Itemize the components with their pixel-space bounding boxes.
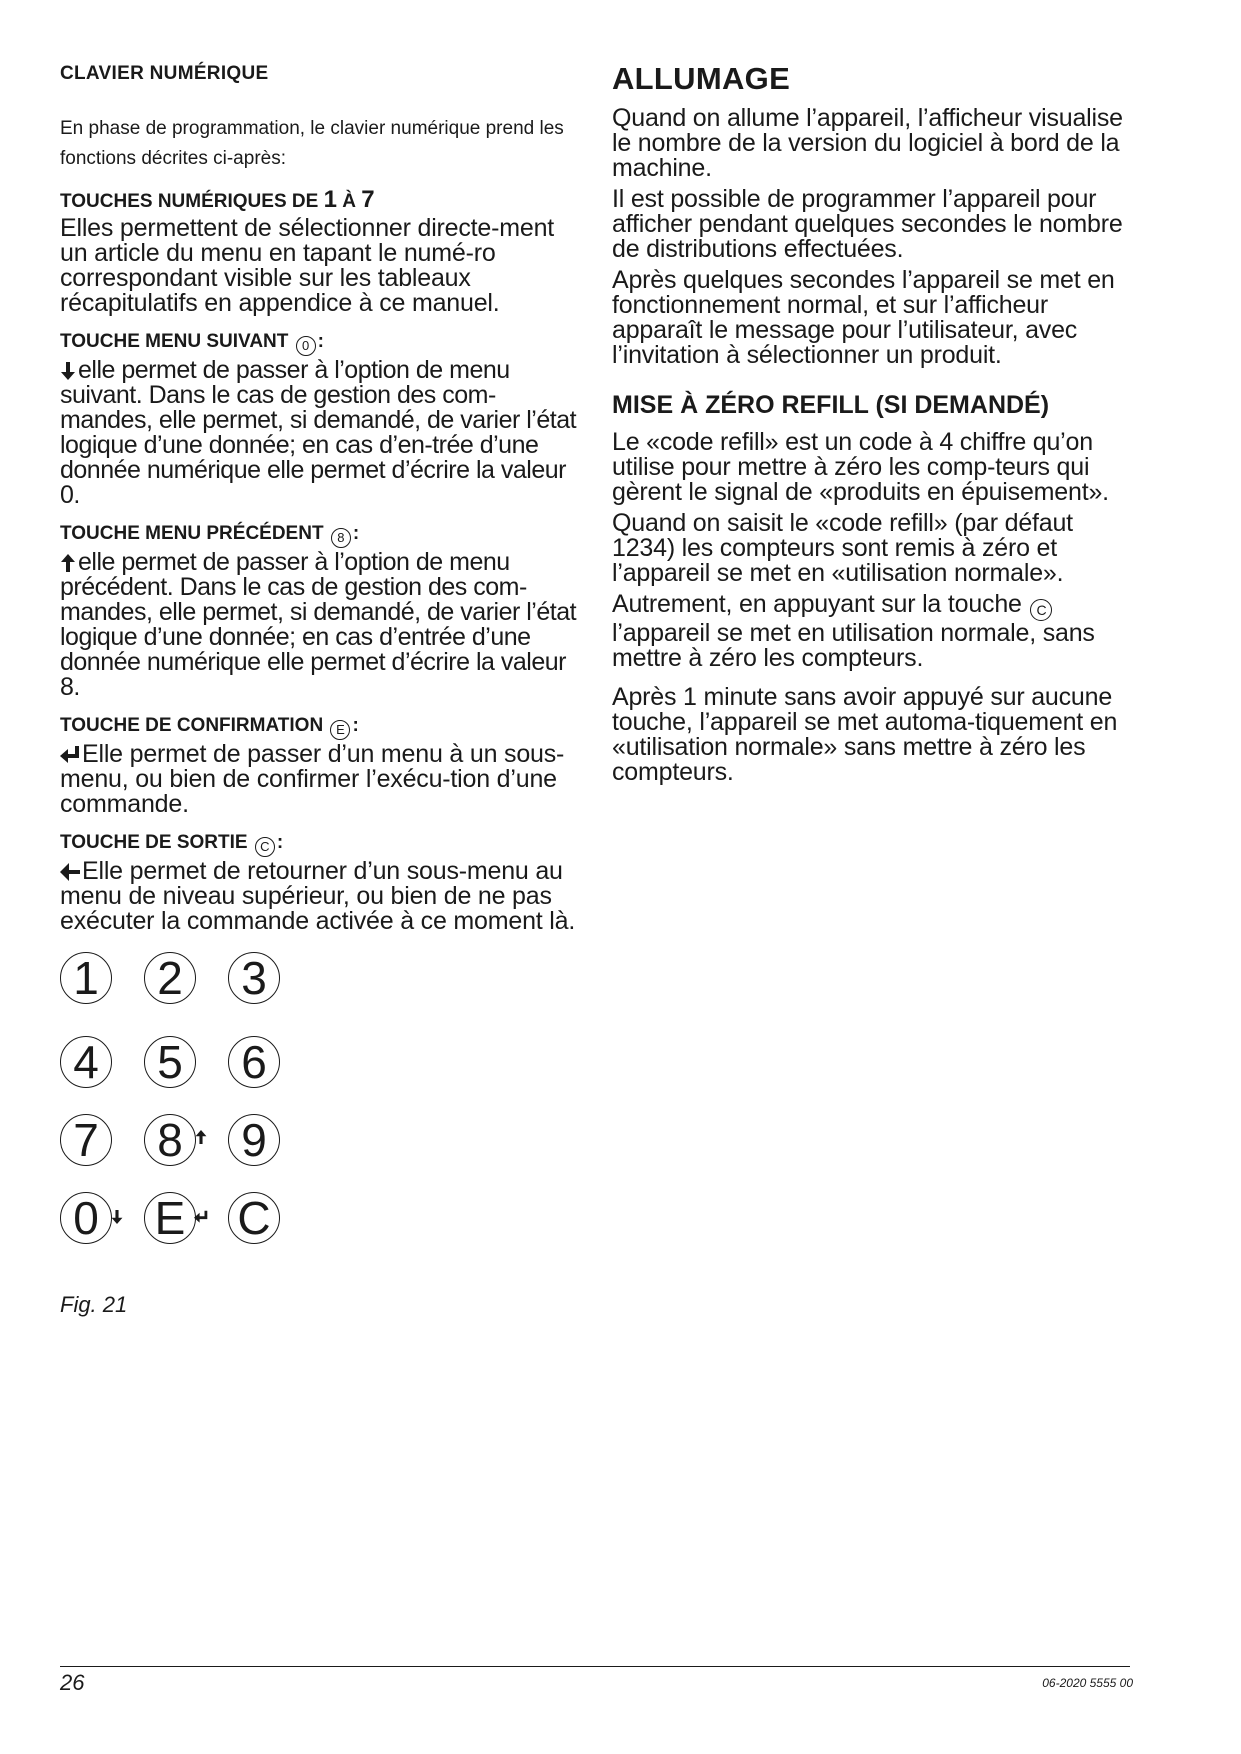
exit-key-title [60, 831, 580, 857]
figure-caption: Fig. 21 [60, 1292, 128, 1317]
document-code: 06-2020 5555 00 [1042, 1676, 1133, 1690]
arrow-down-icon [60, 362, 76, 380]
keypad-key-3: 3 [228, 952, 280, 1004]
next-menu-key-label: TOUCHE MENU SUIVANT [60, 331, 289, 352]
confirm-key-body [60, 742, 580, 817]
title-colon: : [317, 331, 324, 352]
numeric-keys-title [60, 188, 580, 214]
numeric-keys-title-prefix: TOUCHES NUMÉRIQUES DE [60, 191, 324, 212]
startup-heading: ALLUMAGE [612, 61, 791, 96]
key-0-icon: 0 [296, 336, 316, 356]
previous-menu-key-body [60, 550, 580, 700]
refill-paragraph-3 [612, 592, 1142, 671]
arrow-left-icon [60, 863, 80, 881]
title-colon: : [352, 523, 360, 544]
arrow-down-icon [110, 1210, 124, 1224]
startup-paragraph-2: Il est possible de programmer l’appareil pour afficher pendant quelques secondes le nombre de distributions effectuées. [612, 185, 1123, 263]
title-colon: : [352, 715, 359, 736]
title-colon: : [276, 832, 284, 853]
enter-arrow-icon [194, 1210, 208, 1224]
previous-menu-key-text: elle permet de passer à l’option de menu précédent. Dans le cas de gestion des com-mandes, elle permet, si demandé, de varier l’état logique d’une donnée; en cas d’entrée d’une donnée numérique elle permet d’écrire la valeur 8. [60, 548, 577, 701]
exit-key-body [60, 859, 580, 934]
left-column [60, 62, 580, 1292]
refill-paragraph-4: Après 1 minute sans avoir appuyé sur aucune touche, l’appareil se met automa-tiquement en «utilisation normale» sans mettre à zéro les compteurs. [612, 683, 1118, 786]
confirm-key-text: Elle permet de passer d’un menu à un sous-menu, ou bien de confirmer l’exécu-tion d’une commande. [60, 740, 565, 818]
keypad-key-1: 1 [60, 952, 112, 1004]
refill-paragraph-3-suffix: l’appareil se met en utilisation normale, sans mettre à zéro les compteurs. [612, 619, 1095, 672]
refill-paragraph-1: Le «code refill» est un code à 4 chiffre qu’on utilise pour mettre à zéro les comp-teurs qui gèrent le signal de «produits en épuisement». [612, 428, 1109, 506]
keypad-key-8: 8 [144, 1114, 196, 1166]
keypad-key-c: C [228, 1192, 280, 1244]
exit-key-label: TOUCHE DE SORTIE [60, 832, 248, 853]
arrow-up-icon [194, 1130, 208, 1144]
keypad-key-6: 6 [228, 1036, 280, 1088]
keypad-key-9: 9 [228, 1114, 280, 1166]
numeric-keys-from: 1 [323, 186, 337, 213]
keypad-key-7: 7 [60, 1114, 112, 1166]
previous-menu-key-label: TOUCHE MENU PRÉCÉDENT [60, 523, 324, 544]
enter-arrow-icon [60, 746, 80, 764]
numeric-keys-body: Elles permettent de sélectionner directe-ment un article du menu en tapant le numé-ro correspondant visible sur les tableaux récapitulatifs en appendice à ce manuel. [60, 214, 555, 317]
numeric-keys-to: 7 [361, 186, 375, 213]
right-column [612, 62, 1142, 791]
keypad-key-0: 0 [60, 1192, 112, 1244]
keypad-figure [60, 952, 300, 1292]
next-menu-key-text: elle permet de passer à l’option de menu suivant. Dans le cas de gestion des com-mandes, elle permet, si demandé, de varier l’état logique d’une donnée; en cas d’en-trée d’une donnée numérique elle permet d’écrire la valeur 0. [60, 356, 577, 509]
page-number: 26 [60, 1670, 85, 1695]
footer-divider [60, 1666, 1130, 1667]
startup-paragraph-1: Quand on allume l’appareil, l’afficheur visualise le nombre de la version du logiciel à bord de la machine. [612, 104, 1123, 182]
confirm-key-label: TOUCHE DE CONFIRMATION [60, 715, 324, 736]
refill-paragraph-3-prefix: Autrement, en appuyant sur la touche [612, 590, 1022, 618]
next-menu-key-body [60, 358, 580, 508]
refill-paragraph-2: Quand on saisit le «code refill» (par défaut 1234) les compteurs sont remis à zéro et l’appareil se met en «utilisation normale». [612, 509, 1073, 587]
keypad-heading: CLAVIER NUMÉRIQUE [60, 63, 269, 84]
keypad-intro: En phase de programmation, le clavier numérique prend les fonctions décrites ci-après: [60, 118, 564, 169]
keypad-key-5: 5 [144, 1036, 196, 1088]
keypad-key-2: 2 [144, 952, 196, 1004]
startup-paragraph-3: Après quelques secondes l’appareil se met en fonctionnement normal, et sur l’afficheur apparaît le message pour l’utilisateur, avec l’invitation à sélectionner un produit. [612, 266, 1115, 369]
key-e-icon: E [330, 720, 350, 740]
numeric-keys-mid: À [336, 191, 362, 212]
keypad-key-e: E [144, 1192, 196, 1244]
next-menu-key-title [60, 330, 580, 356]
keypad-key-4: 4 [60, 1036, 112, 1088]
key-c-icon: C [255, 837, 275, 857]
previous-menu-key-title [60, 522, 580, 548]
exit-key-text: Elle permet de retourner d’un sous-menu au menu de niveau supérieur, ou bien de ne pas exécuter la commande activée à ce moment là. [60, 857, 576, 935]
confirm-key-title [60, 714, 580, 740]
key-c-icon: C [1030, 599, 1052, 621]
refill-reset-heading: MISE À ZÉRO REFILL (SI DEMANDÉ) [612, 391, 1050, 419]
arrow-up-icon [60, 554, 76, 572]
key-8-icon: 8 [331, 528, 351, 548]
